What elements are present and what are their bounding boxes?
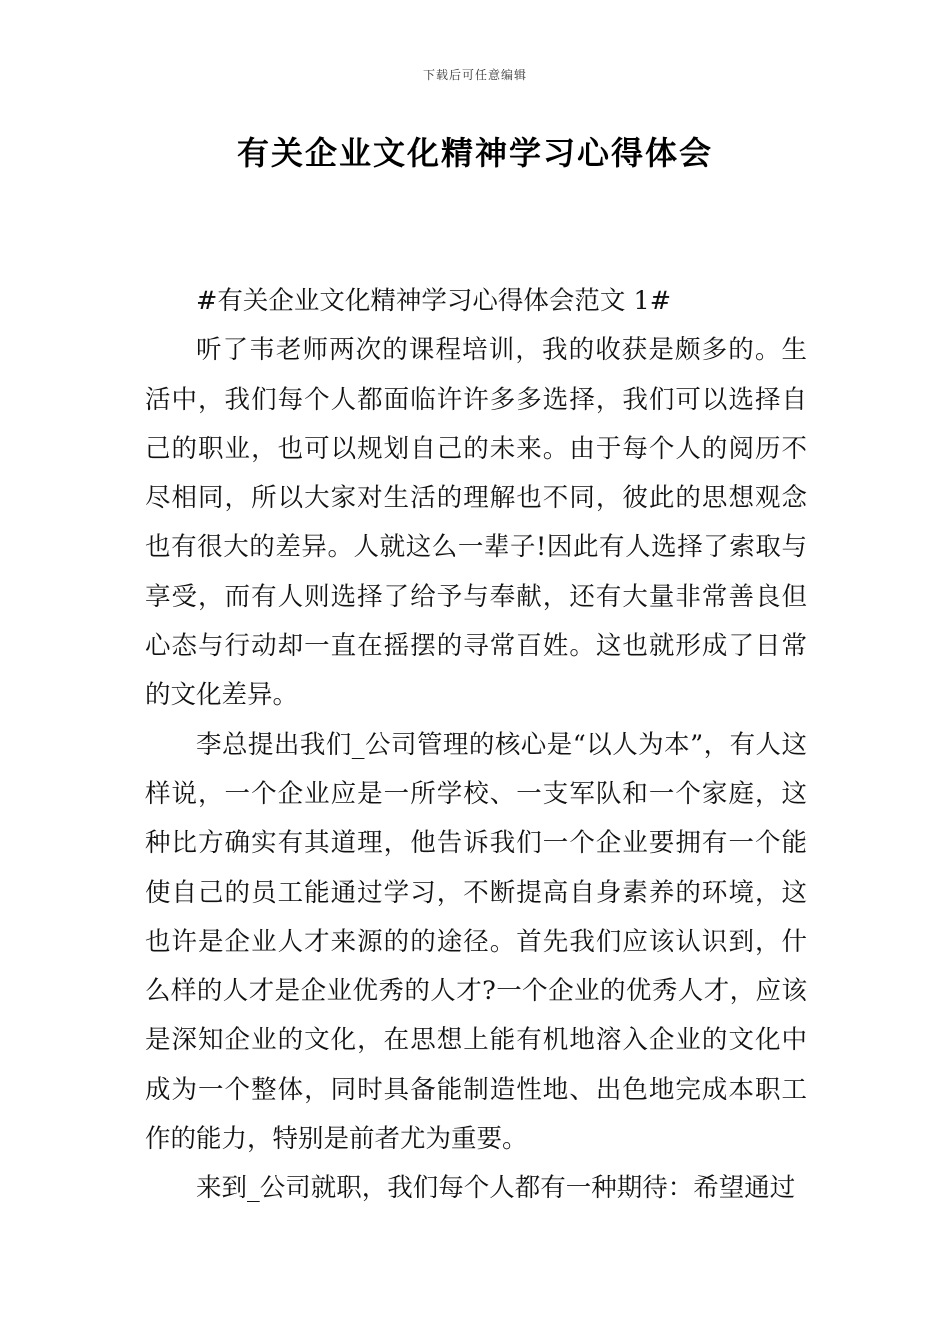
document-body xyxy=(145,277,807,1214)
paragraph-1: 听了韦老师两次的课程培训，我的收获是颇多的。生活中，我们每个人都面临许许多多选择，我们可以选择自己的职业，也可以规划自己的未来。由于每个人的阅历不尽相同，所以大家对生活的理解也不同，彼此的思想观念也有很大的差异。人就这么一辈子!因此有人选择了索取与享受，而有人则选择了给予与奉献，还有大量非常善良但心态与行动却一直在摇摆的寻常百姓。这也就形成了日常的文化差异。 xyxy=(145,335,807,711)
document-title: 有关企业文化精神学习心得体会 xyxy=(236,134,713,172)
section-heading: #有关企业文化精神学习心得体会范文 1# xyxy=(196,286,672,316)
paragraph-3: 来到_公司就职，我们每个人都有一种期待：希望通过 xyxy=(196,1173,796,1204)
paragraph-2: 李总提出我们_公司管理的核心是“以人为本”，有人这样说，一个企业应是一所学校、一支军队和一个家庭，这种比方确实有其道理，他告诉我们一个企业要拥有一个能使自己的员工能通过学习，不断提高自身素养的环境，这也许是企业人才来源的的途径。首先我们应该认识到，什么样的人才是企业优秀的人才?一个企业的优秀人才，应该是深知企业的文化，在思想上能有机地溶入企业的文化中成为一个整体，同时具备能制造性地、出色地完成本职工作的能力，特别是前者尤为重要。 xyxy=(145,729,807,1155)
header-note: 下载后可任意编辑 xyxy=(422,68,527,82)
